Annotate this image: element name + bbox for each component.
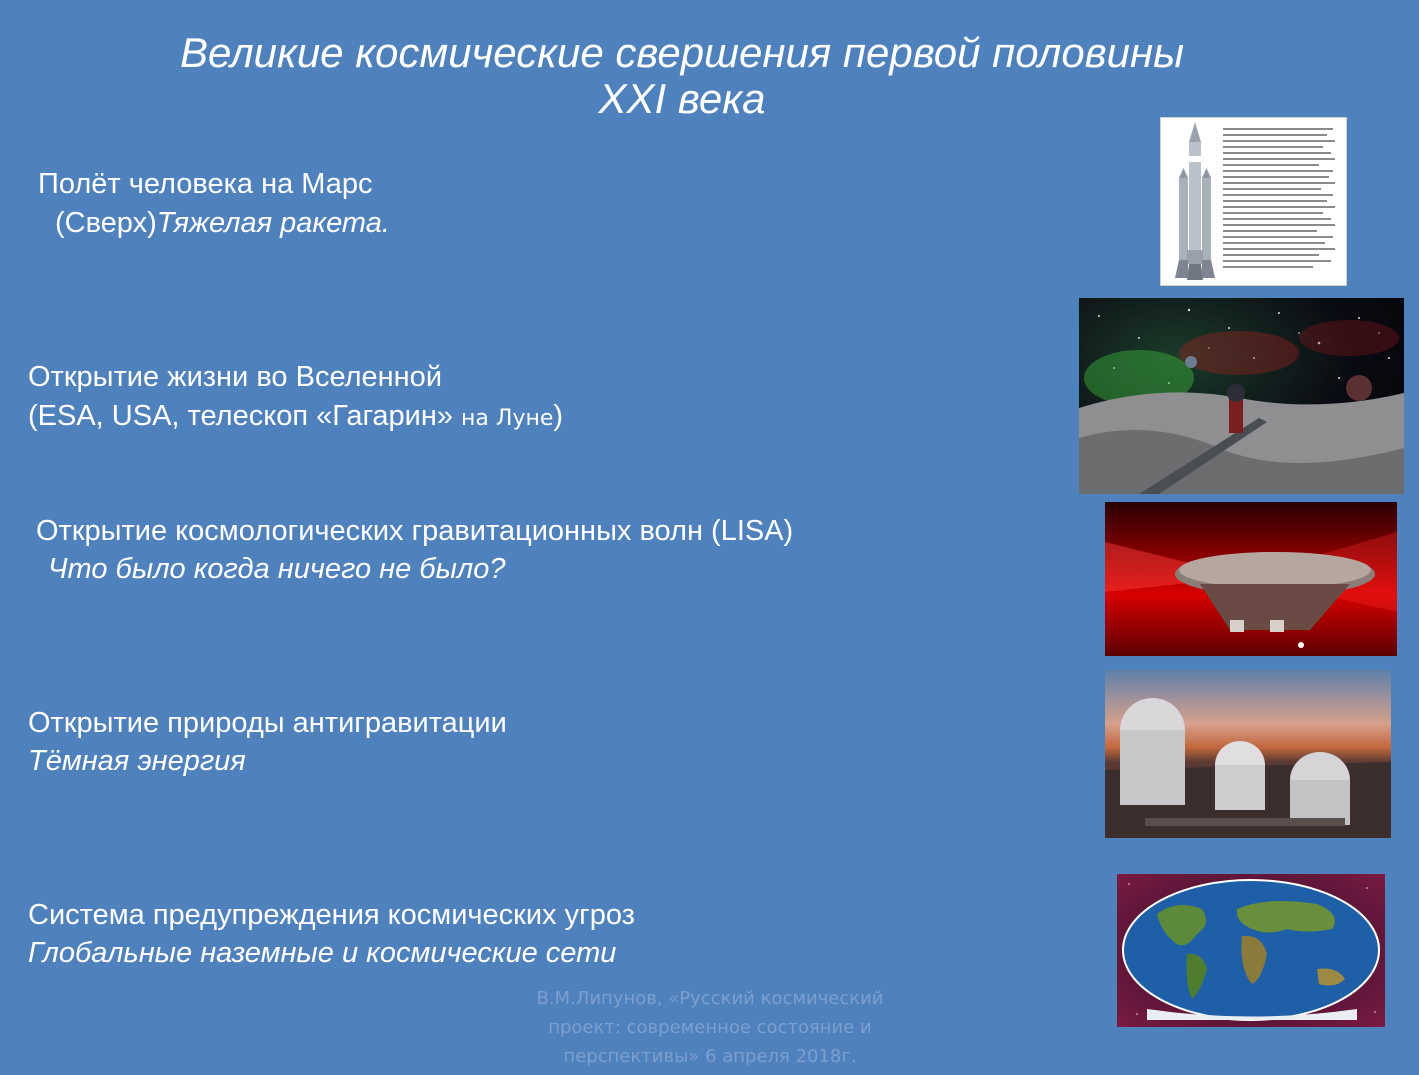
item-antigravity-subtitle: Тёмная энергия (28, 745, 246, 777)
globe-icon (1117, 874, 1385, 1027)
slide-title-line1: Великие космические свершения первой половины (179, 29, 1185, 76)
heavy-rocket-document-image (1161, 118, 1346, 285)
lunar-telescope-scene-image (1079, 298, 1404, 494)
world-map-network-image (1117, 874, 1385, 1027)
item-gw-heading: Открытие космологических гравитационных волн (LISA) (36, 515, 794, 547)
item-threats-subtitle: Глобальные наземные и космические сети (28, 937, 617, 969)
rocket-icon (1161, 118, 1346, 285)
satellite-icon (1105, 502, 1397, 656)
item-life-subtitle-small: на Луне (461, 406, 554, 431)
moon-icon (1079, 298, 1404, 494)
item-life-subtitle (28, 398, 563, 437)
item-gw-subtitle: Что было когда ничего не было? (48, 553, 506, 585)
item-mars-subtitle-prefix: (Сверх) (55, 207, 157, 239)
item-threats-heading: Система предупреждения космических угроз (28, 899, 635, 931)
footer-line1: В.М.Липунов, «Русский космический (536, 988, 884, 1009)
item-mars-subtitle-italic: Тяжелая ракета. (156, 207, 390, 239)
item-life-subtitle-main: (ESA, USA, телескоп «Гагарин» (28, 400, 462, 432)
observatory-icon (1105, 670, 1391, 838)
item-life-subtitle-end: ) (553, 400, 564, 432)
item-mars-heading: Полёт человека на Марс (38, 168, 373, 200)
slide-title-line2: XXI века (598, 75, 766, 122)
item-life-heading: Открытие жизни во Вселенной (28, 361, 443, 393)
lisa-gravitational-wave-detector-image (1105, 502, 1397, 656)
footer-line3: перспективы» 6 апреля 2018г. (563, 1046, 857, 1067)
footer-citation (505, 984, 915, 1071)
footer-line2: проект: современное состояние и (548, 1017, 872, 1038)
slide-title (0, 30, 1364, 122)
item-antigravity-heading: Открытие природы антигравитации (28, 707, 507, 739)
observatory-domes-sunset-image (1105, 670, 1391, 838)
item-mars-subtitle (55, 205, 390, 241)
